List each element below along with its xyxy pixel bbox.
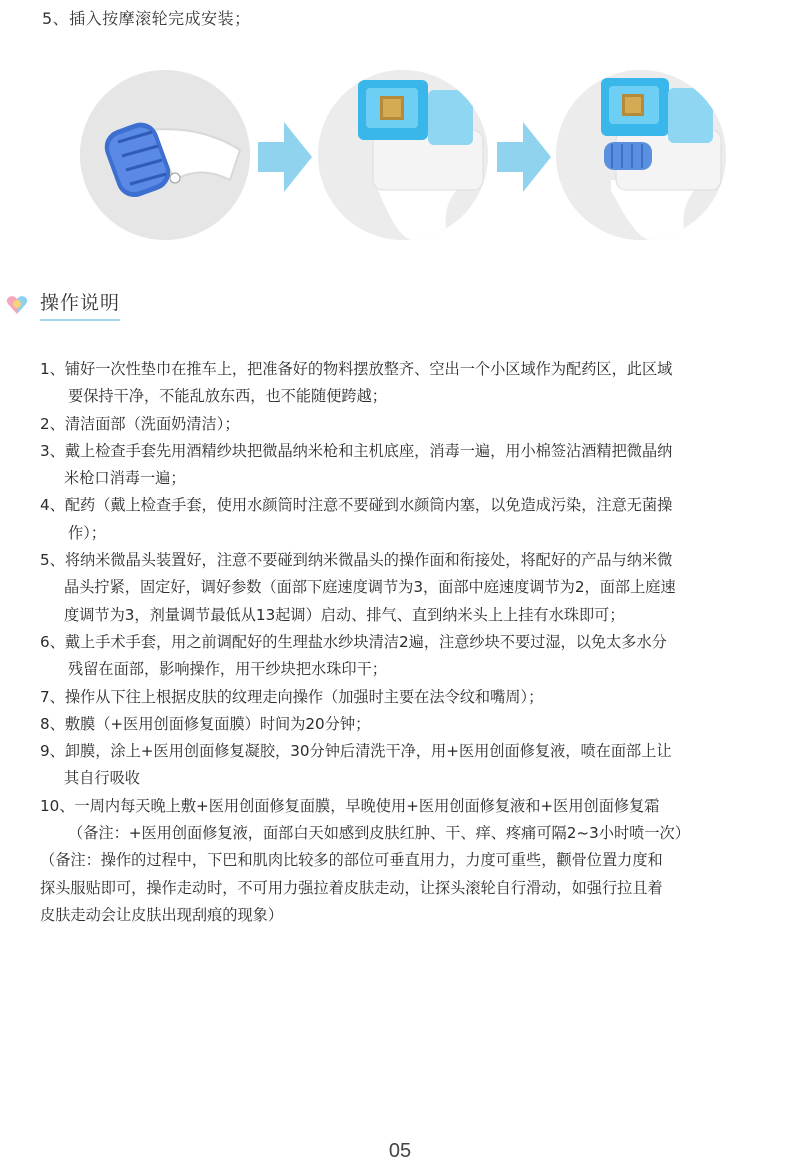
note-line: （备注：操作的过程中，下巴和肌肉比较多的部位可垂直用力，力度可重些，颧骨位置力度和 bbox=[40, 851, 663, 870]
instruction-line: 晶头拧紧，固定好，调好参数（面部下庭速度调节为3，面部中庭速度调节为2，面部上庭速 bbox=[64, 578, 676, 597]
instruction-line: 6、戴上手术手套，用之前调配好的生理盐水纱块清洁2遍，注意纱块不要过湿，以免太多水分 bbox=[40, 632, 667, 651]
step-title: 5、插入按摩滚轮完成安装； bbox=[42, 9, 251, 28]
instruction-line: 度调节为3，剂量调节最低从13起调）启动、排气、直到纳米头上上挂有水珠即可； bbox=[64, 605, 625, 624]
instruction-line: 其自行吸收 bbox=[64, 769, 140, 788]
instruction-line: 1、铺好一次性垫巾在推车上，把准备好的物料摆放整齐、空出一个小区域作为配药区，此区域 bbox=[40, 360, 673, 378]
section-title: 操作说明 bbox=[40, 288, 120, 321]
installation-photos bbox=[0, 70, 800, 250]
instruction-line: 残留在面部，影响操作，用干纱块把水珠印干； bbox=[68, 660, 387, 679]
instruction-line: 5、将纳米微晶头装置好，注意不要碰到纳米微晶头的操作面和衔接处，将配好的产品与纳米微 bbox=[40, 551, 673, 570]
device-head-photo bbox=[318, 70, 488, 240]
instructions-list bbox=[40, 356, 792, 929]
instruction-line: 9、卸膜，涂上+医用创面修复凝胶，30分钟后清洗干净，用+医用创面修复液，喷在面部上让 bbox=[40, 742, 672, 761]
instruction-line: 4、配药（戴上检查手套，使用水颜筒时注意不要碰到水颜筒内塞，以免造成污染，注意无菌操 bbox=[40, 496, 673, 515]
instruction-line: 作）； bbox=[68, 523, 106, 542]
instruction-line: 8、敷膜（+医用创面修复面膜）时间为20分钟； bbox=[40, 714, 371, 733]
instruction-line: 要保持干净，不能乱放东西，也不能随便跨越； bbox=[68, 387, 387, 406]
note-line: 探头服贴即可，操作走动时，不可用力强拉着皮肤走动，让探头滚轮自行滑动，如强行拉且着 bbox=[40, 878, 663, 897]
instruction-line: 2、清洁面部（洗面奶清洁）； bbox=[40, 414, 240, 433]
note-line: （备注：+医用创面修复液，面部白天如感到皮肤红肿、干、痒、疼痛可隔2~3小时喷一次） bbox=[68, 824, 690, 843]
instruction-line: 3、戴上检查手套先用酒精纱块把微晶纳米枪和主机底座，消毒一遍，用小棉签沾酒精把微晶纳 bbox=[40, 441, 673, 460]
instruction-line: 米枪口消毒一遍； bbox=[64, 469, 186, 488]
section-header bbox=[6, 288, 120, 321]
instruction-line: 7、操作从下往上根据皮肤的纹理走向操作（加强时主要在法令纹和嘴周）； bbox=[40, 687, 544, 706]
note-line: 皮肤走动会让皮肤出现刮痕的现象） bbox=[40, 905, 283, 924]
page-number: 05 bbox=[388, 1140, 412, 1162]
massage-roller-photo bbox=[80, 70, 250, 240]
arrow-right-icon bbox=[258, 122, 312, 192]
arrow-right-icon bbox=[497, 122, 551, 192]
heart-badge-icon bbox=[6, 295, 28, 315]
instruction-line: 10、一周内每天晚上敷+医用创面修复面膜，早晚使用+医用创面修复液和+医用创面修复霜 bbox=[40, 796, 660, 815]
device-with-roller-photo bbox=[556, 70, 726, 240]
